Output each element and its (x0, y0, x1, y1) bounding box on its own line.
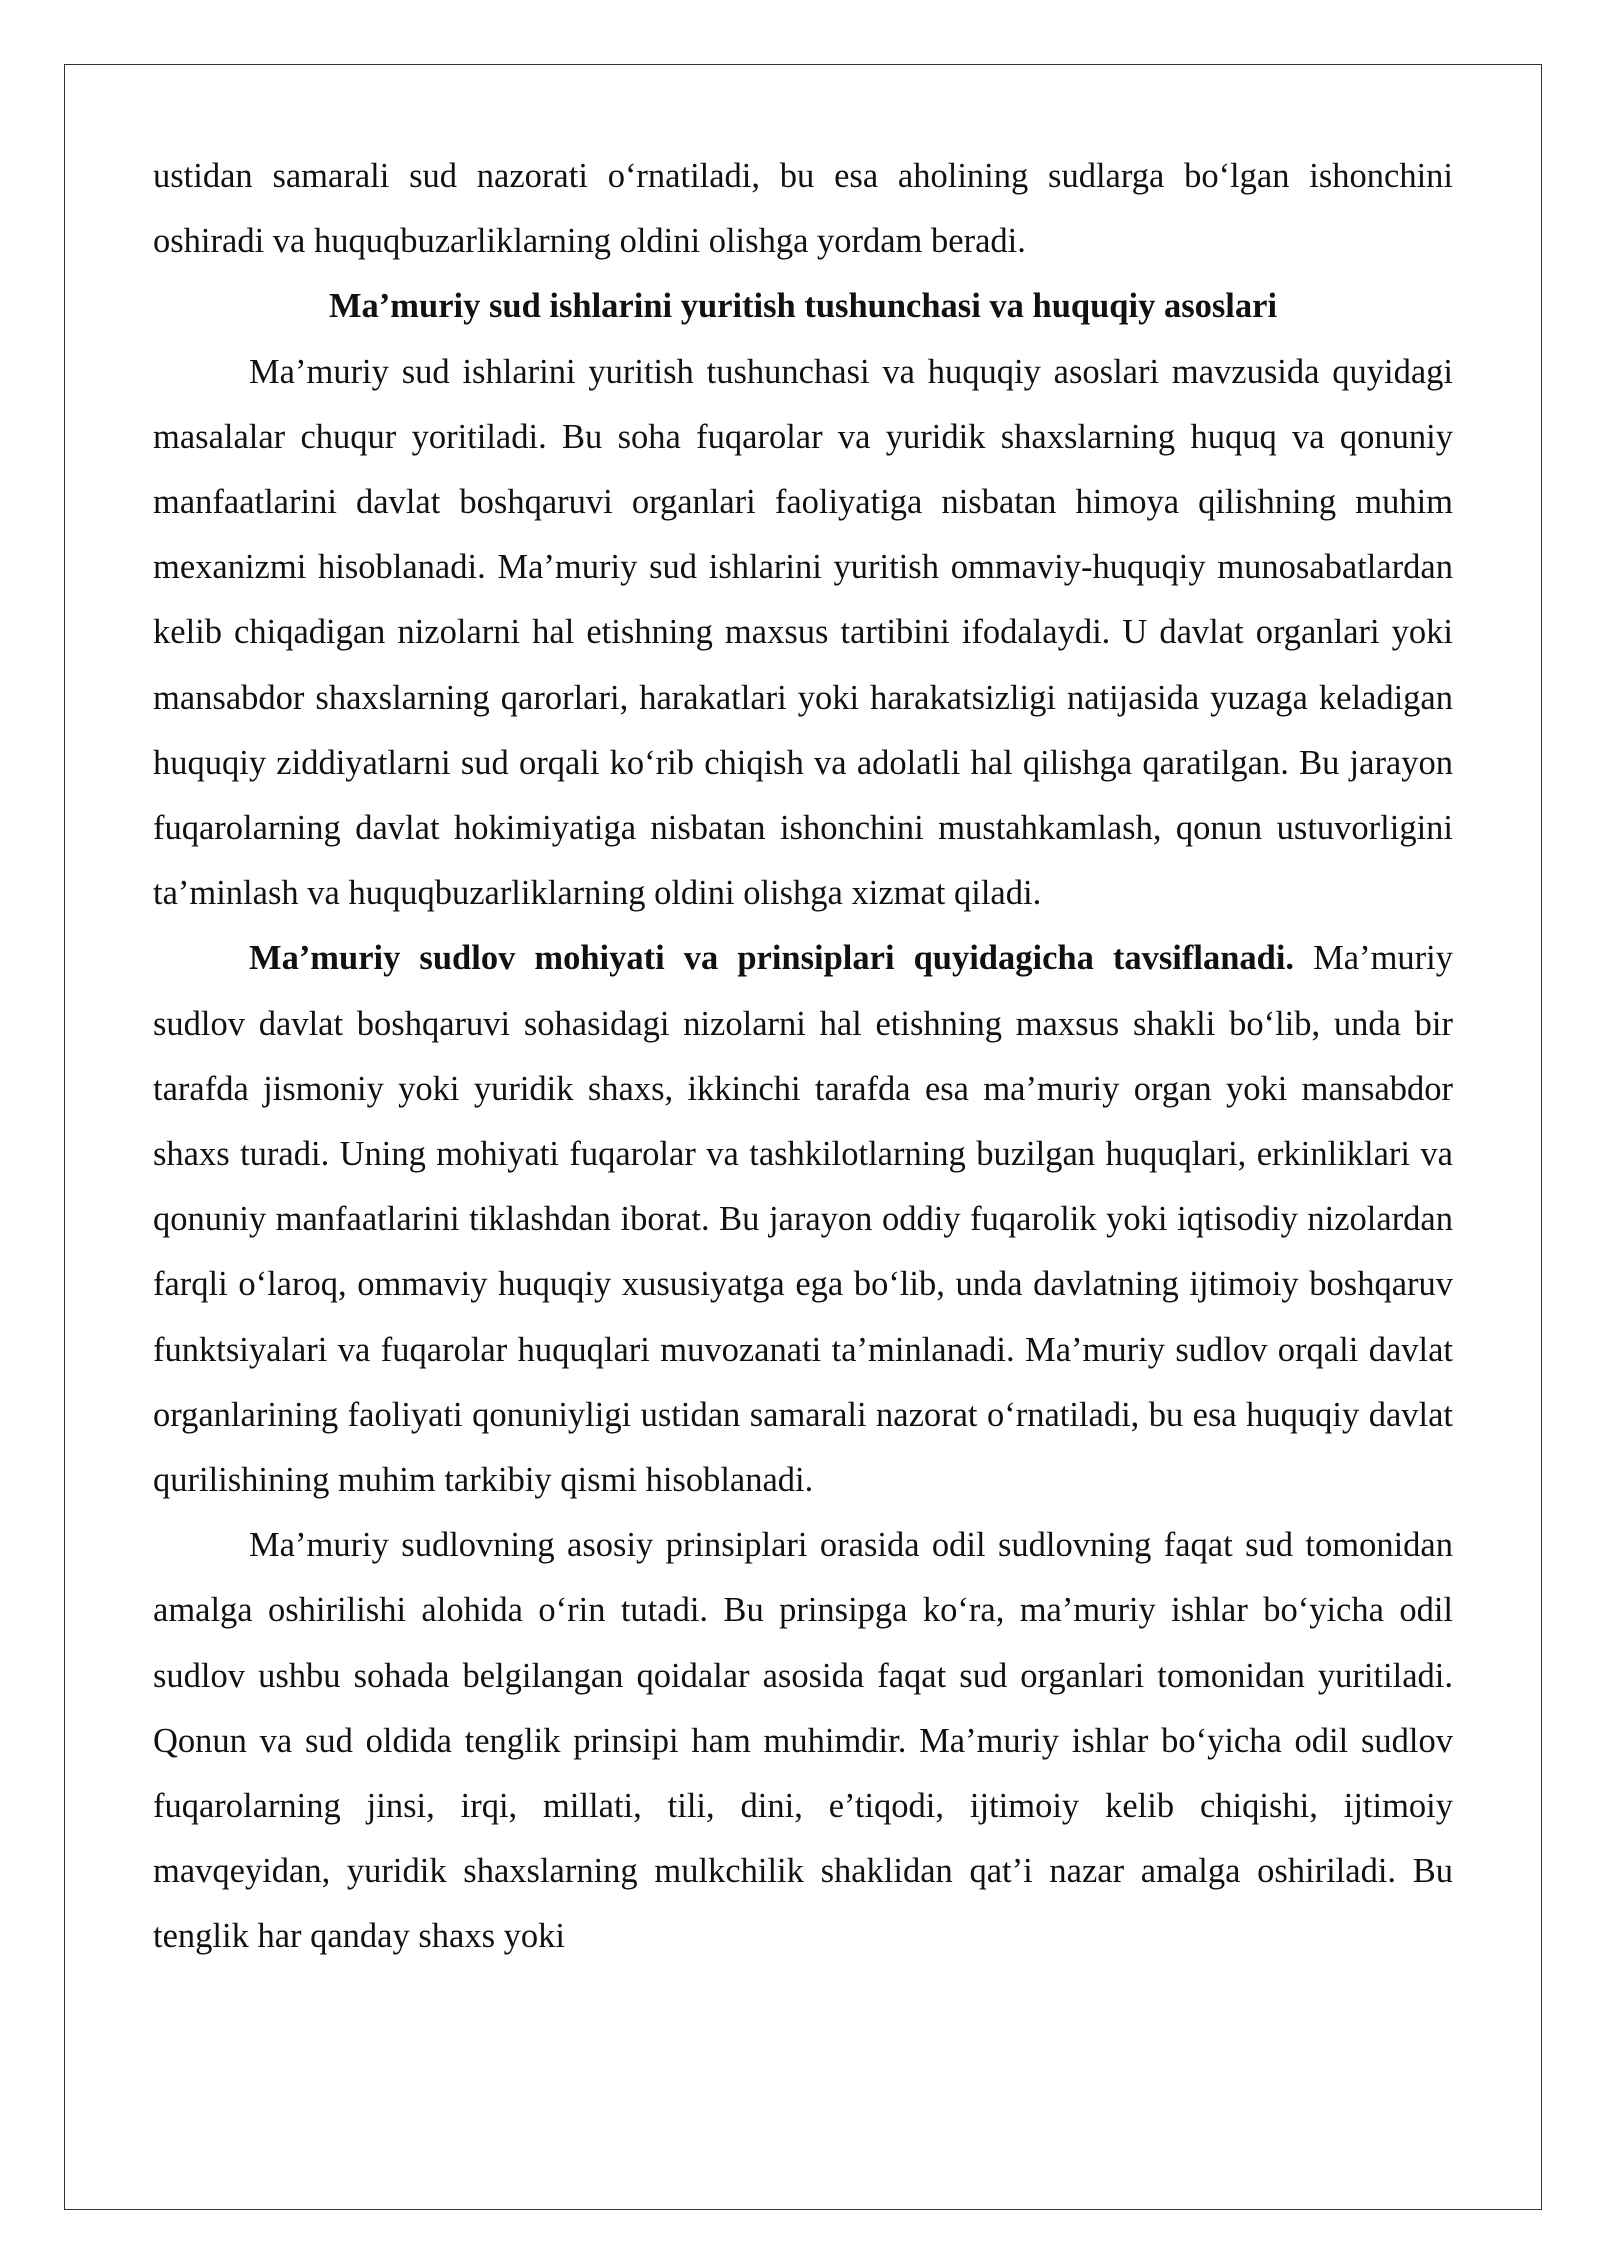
paragraph-essence-text: Ma’muriy sudlov davlat boshqaruvi sohasidagi nizolarni hal etishning maxsus shakli bo‘lib, unda bir tarafda jismoniy yoki yuridik shaxs, ikkinchi tarafda esa ma’muriy organ yoki mansabdor shaxs turadi. Uning mohiyati fuqarolar va tashkilotlarning buzilgan huquqlari, erkinliklari va qonuniy manfaatlarini tiklashdan iborat. Bu jarayon oddiy fuqarolik yoki iqtisodiy nizolardan farqli o‘laroq, ommaviy huquqiy xususiyatga ega bo‘lib, unda davlatning ijtimoiy boshqaruv funktsiyalari va fuqarolar huquqlari muvozanati ta’minlanadi. Ma’muriy sudlov orqali davlat organlarining faoliyati qonuniyligi ustidan samarali nazorat o‘rnatiladi, bu esa huquqiy davlat qurilishining muhim tarkibiy qismi hisoblanadi. (153, 939, 1453, 1500)
paragraph-continuation: ustidan samarali sud nazorati o‘rnatiladi, bu esa aholining sudlarga bo‘lgan ishonchini oshiradi va huquqbuzarliklarning oldini olishga yordam beradi. (153, 157, 1453, 261)
paragraph-intro: Ma’muriy sud ishlarini yuritish tushunchasi va huquqiy asoslari mavzusida quyidagi masalalar chuqur yoritiladi. Bu soha fuqarolar va yuridik shaxslarning huquq va qonuniy manfaatlarini davlat boshqaruvi organlari faoliyatiga nisbatan himoya qilishning muhim mexanizmi hisoblanadi. Ma’muriy sud ishlarini yuritish ommaviy-huquqiy munosabatlardan kelib chiqadigan nizolarni hal etishning maxsus tartibini ifodalaydi. U davlat organlari yoki mansabdor shaxslarning qarorlari, harakatlari yoki harakatsizligi natijasida yuzaga keladigan huquqiy ziddiyatlarni sud orqali ko‘rib chiqish va adolatli hal qilishga qaratilgan. Bu jarayon fuqarolarning davlat hokimiyatiga nisbatan ishonchini mustahkamlash, qonun ustuvorligini ta’minlash va huquqbuzarliklarning oldini olishga xizmat qiladi. (153, 352, 1453, 913)
paragraph-essence-lead: Ma’muriy sudlov mohiyati va prinsiplari quyidagicha tavsiflanadi. (249, 939, 1295, 978)
section-heading: Ma’muriy sud ishlarini yuritish tushunchasi va huquqiy asoslari (328, 287, 1278, 326)
document-body (153, 144, 1453, 1970)
paragraph-essence (153, 926, 1453, 1513)
paragraph-principles: Ma’muriy sudlovning asosiy prinsiplari orasida odil sudlovning faqat sud tomonidan amalga oshirilishi alohida o‘rin tutadi. Bu prinsipga ko‘ra, ma’muriy ishlar bo‘yicha odil sudlov ushbu sohada belgilangan qoidalar asosida faqat sud organlari tomonidan yuritiladi. Qonun va sud oldida tenglik prinsipi ham muhimdir. Ma’muriy ishlar bo‘yicha odil sudlov fuqarolarning jinsi, irqi, millati, tili, dini, e’tiqodi, ijtimoiy kelib chiqishi, ijtimoiy mavqeyidan, yuridik shaxslarning mulkchilik shaklidan qat’i nazar amalga oshiriladi. Bu tenglik har qanday shaxs yoki (153, 1526, 1453, 1956)
